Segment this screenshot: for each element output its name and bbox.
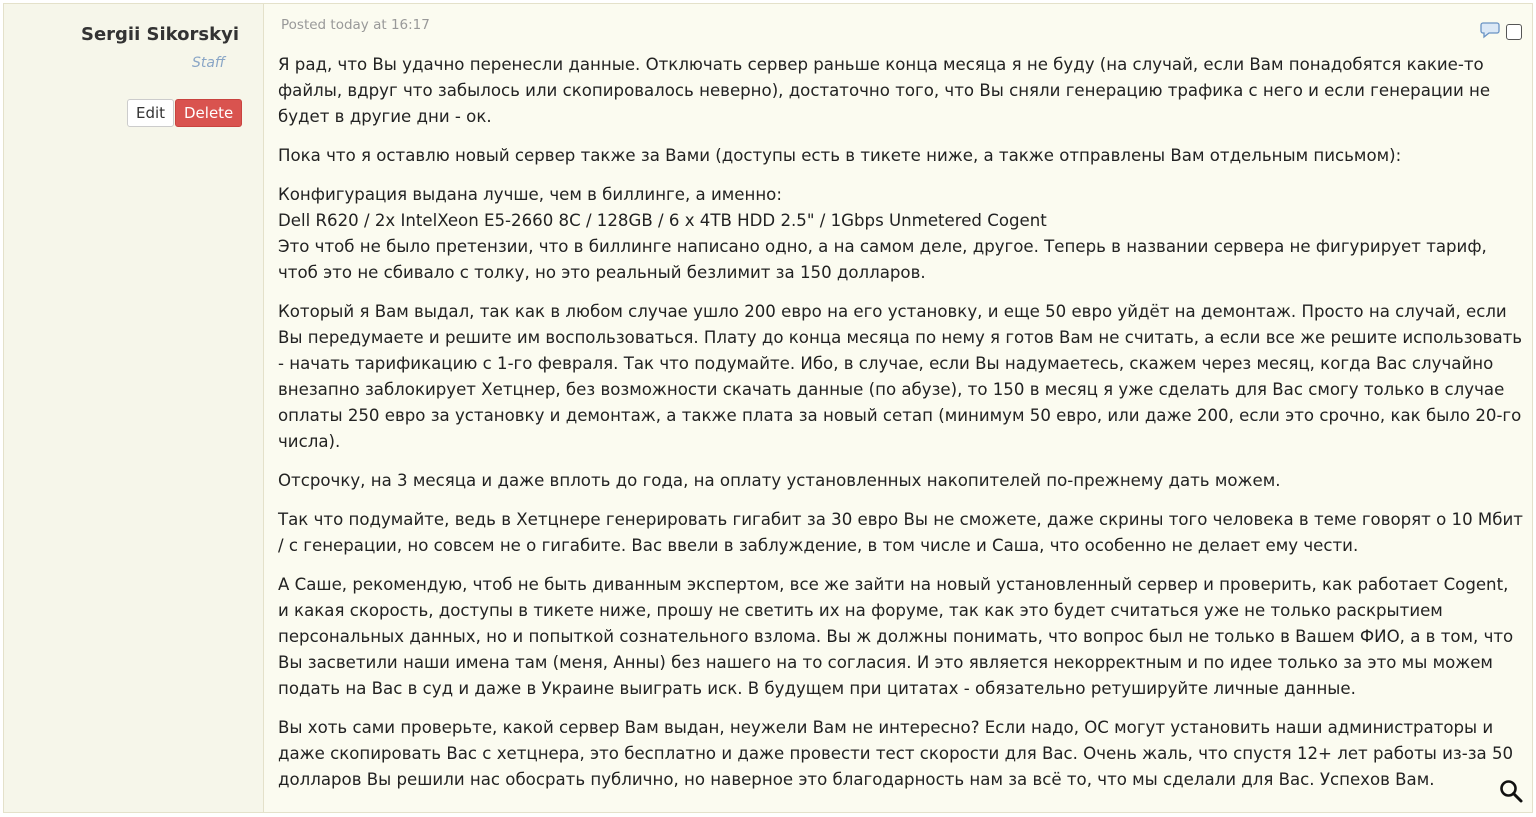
- post-actions: [1480, 21, 1522, 43]
- edit-button[interactable]: Edit: [127, 99, 174, 127]
- post-body: [278, 52, 1524, 806]
- author-role-badge: Staff: [191, 55, 225, 71]
- post-paragraph: Я рад, что Вы удачно перенесли данные. Отключать сервер раньше конца месяца я не буду (на случай, если Вам понадобятся какие-то файлы, вдруг что забылось или скопировалось неверно), достаточно того, что Вы сняли генерацию трафика с него и если генерации не будет в другие дни - ок.: [278, 55, 1491, 126]
- post-paragraph: Так что подумайте, ведь в Хетцнере генерировать гигабит за 30 евро Вы не сможете, даже скрины того человека в теме говорят о 10 Мбит / с генерации, но совсем не о гигабите. Вас ввели в заблуждение, в том числе и Саша, что особенно не делает ему чести.: [278, 510, 1523, 555]
- magnifier-icon[interactable]: [1498, 778, 1524, 808]
- post-paragraph: Пока что я оставлю новый сервер также за Вами (доступы есть в тикете ниже, а также отправлены Вам отдельным письмом):: [278, 146, 1402, 165]
- post-paragraph: Отсрочку, на 3 месяца и даже вплоть до года, на оплату установленных накопителей по-прежнему дать можем.: [278, 471, 1281, 490]
- post-paragraph: Который я Вам выдал, так как в любом случае ушло 200 евро на его установку, и еще 50 евро уйдёт на демонтаж. Просто на случай, если Вы передумаете и решите им воспользоваться. Плату до конца месяца по нему я готов Вам не считать, а если все же решите использовать - начать тарификацию с 1-го февраля. Так что подумайте. Ибо, в случае, если Вы надумаетесь, скажем через месяц, когда Вас случайно внезапно заблокирует Хетцнер, без возможности скачать данные (по абузе), то 150 в месяц я уже сделать для Вас смогу только в случае оплаты 250 евро за установку и демонтаж, а также плата за новый сетап (минимум 50 евро, или даже 200, если это срочно, как было 20-го числа).: [278, 302, 1523, 451]
- post-content-panel: [264, 4, 1532, 812]
- post-timestamp: Posted today at 16:17: [281, 17, 430, 33]
- post-paragraph: А Саше, рекомендую, чтоб не быть диванным экспертом, все же зайти на новый установленный сервер и проверить, как работает Cogent, и какая скорость, доступы в тикете ниже, прошу не светить их на форуме, так как это будет считаться уже не только раскрытием персональных данных, но и попыткой сознательного взлома. Вы ж должны понимать, что вопрос был не только в Вашем ФИО, а в том, что Вы засветили наши имена там (меня, Анны) без нашего на то согласия. И это является некорректным и по идее только за это мы можем подать на Вас в суд и даже в Украине выиграть иск. В будущем при цитатах - обязательно ретушируйте личные данные.: [278, 575, 1514, 698]
- post-author-panel: [4, 4, 264, 812]
- delete-button[interactable]: Delete: [175, 99, 242, 127]
- forum-post: [3, 3, 1533, 813]
- post-line: Dell R620 / 2x IntelXeon E5-2660 8C / 128GB / 6 x 4TB HDD 2.5" / 1Gbps Unmetered Cogent: [278, 211, 1047, 230]
- checkbox-icon[interactable]: [1506, 24, 1522, 40]
- post-line: Это чтоб не было претензии, что в биллинге написано одно, а на самом деле, другое. Теперь в названии сервера не фигурирует тариф, чтоб это не сбивало с толку, но это реальный безлимит за 150 долларов.: [278, 237, 1487, 282]
- author-name[interactable]: Sergii Sikorskyi: [81, 24, 239, 45]
- post-paragraph-config: [278, 182, 1524, 286]
- post-paragraph: Вы хоть сами проверьте, какой сервер Вам выдан, неужели Вам не интересно? Если надо, ОС могут установить наши администраторы и даже скопировать Вас с хетцнера, это бесплатно и даже провести тест скорости для Вас. Очень жаль, что спустя 12+ лет работы из-за 50 долларов Вы решили нас обосрать публично, но наверное это благодарность нам за всё то, что мы сделали для Вас. Успехов Вам.: [278, 718, 1514, 789]
- speech-bubble-icon[interactable]: [1480, 21, 1500, 43]
- post-line: Конфигурация выдана лучше, чем в биллинге, а именно:: [278, 185, 782, 204]
